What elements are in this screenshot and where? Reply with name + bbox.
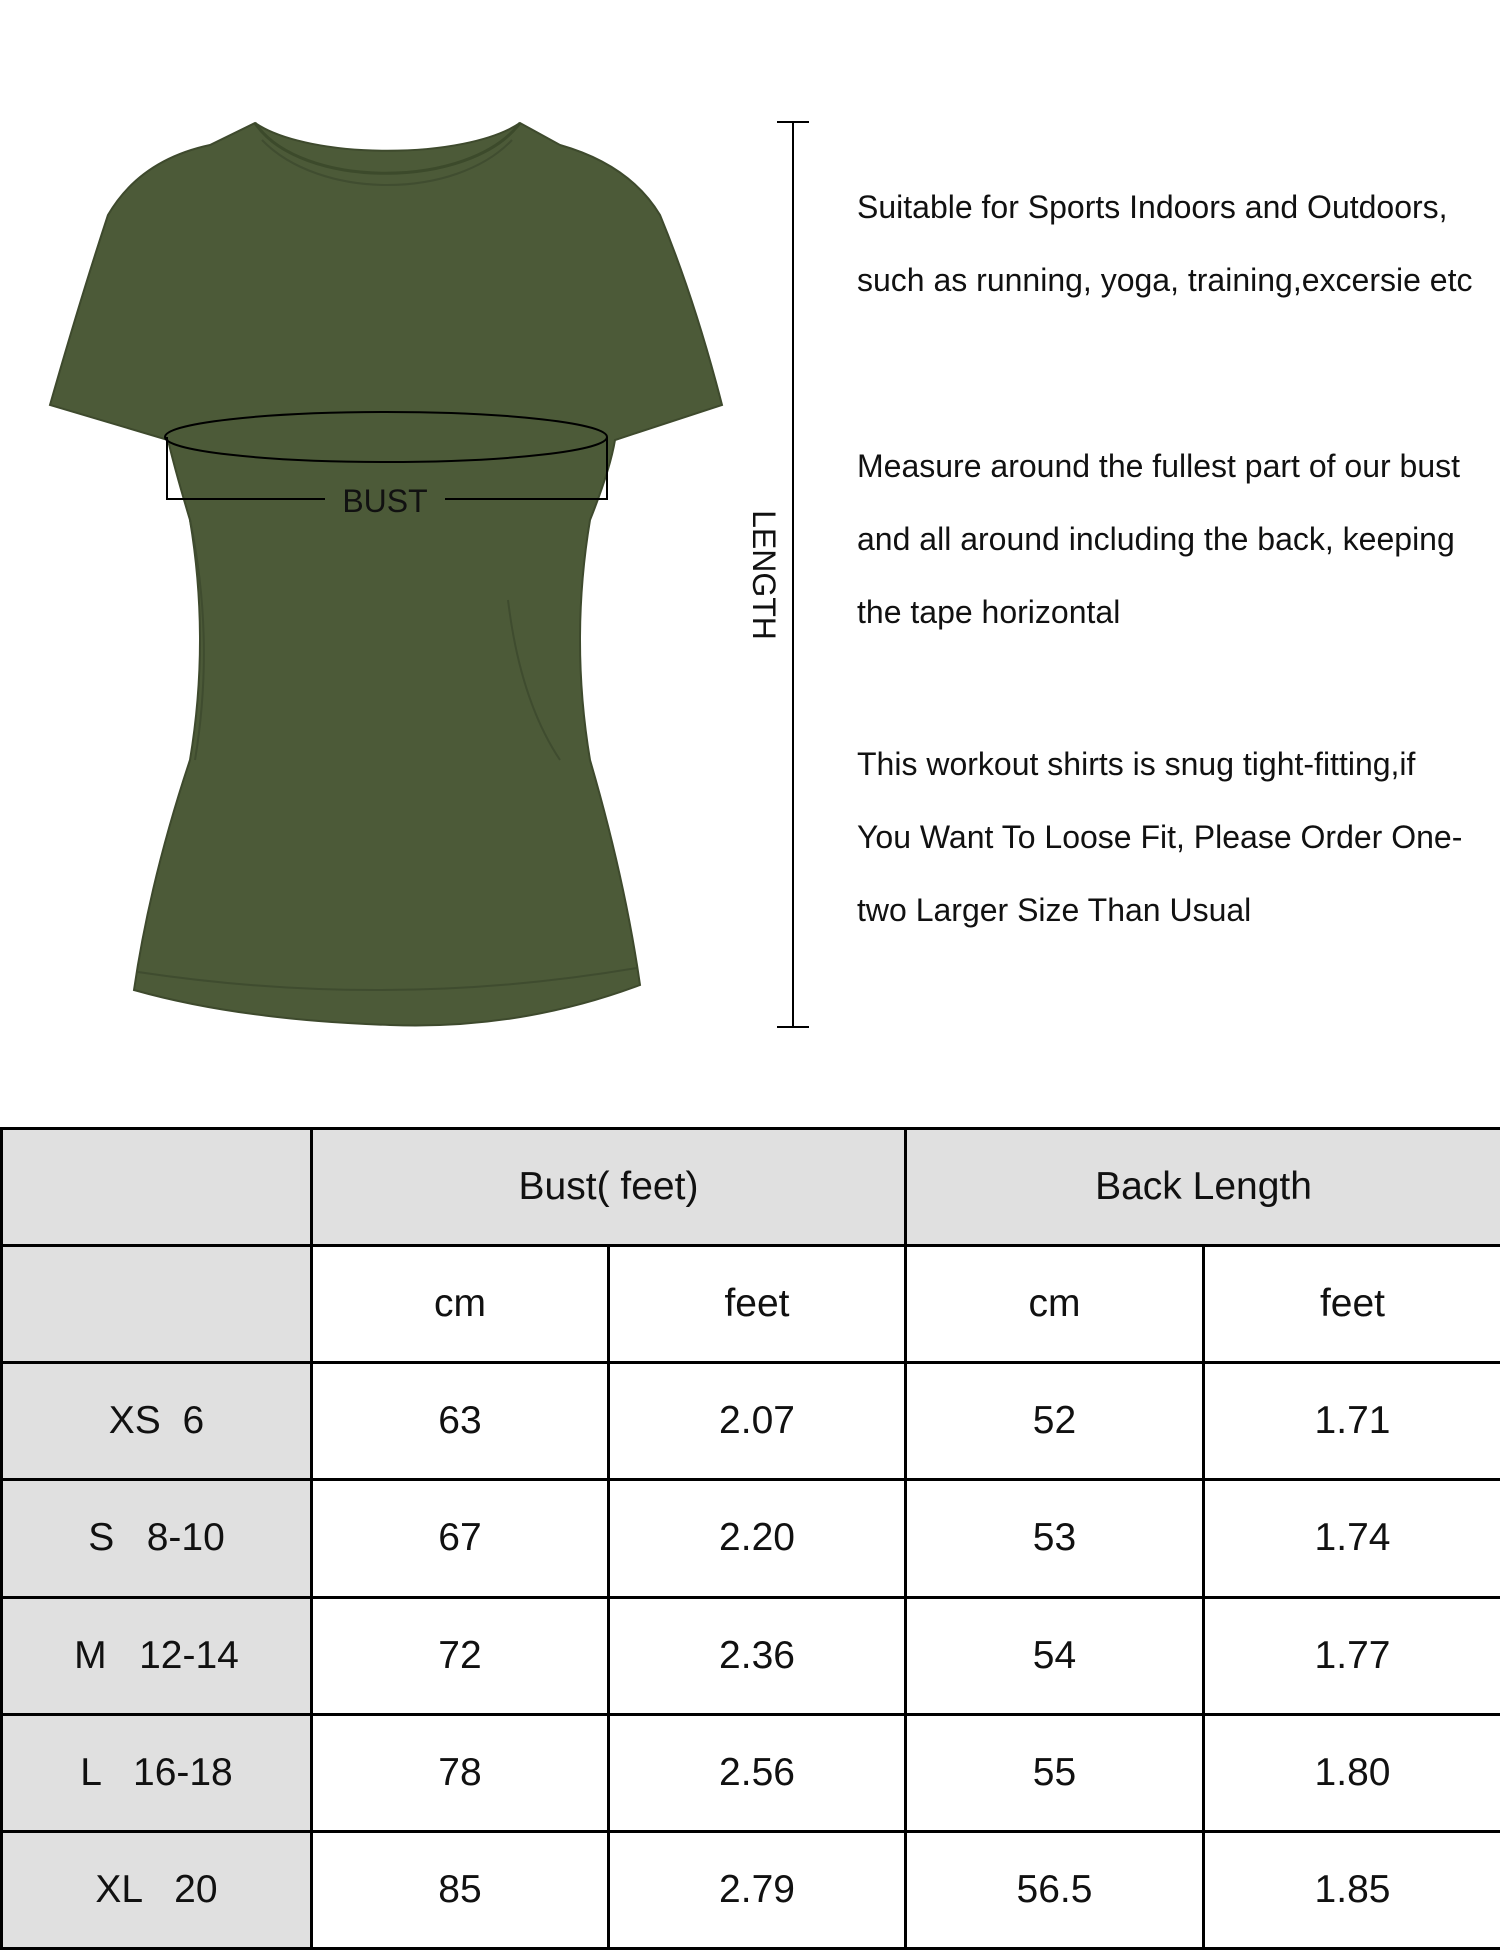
description-fit-advice: This workout shirts is snug tight-fitting,if You Want To Loose Fit, Please Order One-two Larger Size Than Usual (857, 746, 1463, 928)
length-feet-value: 1.74 (1204, 1480, 1500, 1597)
bust-cm-value: 63 (312, 1363, 609, 1480)
size-label: S 8-10 (2, 1480, 312, 1597)
length-feet-header: feet (1204, 1246, 1500, 1363)
size-label: XL 20 (2, 1831, 312, 1948)
size-label: L 16-18 (2, 1714, 312, 1831)
bust-feet-value: 2.56 (609, 1714, 906, 1831)
bust-cm-header: cm (312, 1246, 609, 1363)
length-feet-value: 1.71 (1204, 1363, 1500, 1480)
length-cm-value: 55 (906, 1714, 1204, 1831)
bust-cm-value: 67 (312, 1480, 609, 1597)
table-group-header-row (2, 1129, 1500, 1246)
bust-label: BUST (342, 483, 428, 519)
length-cm-value: 53 (906, 1480, 1204, 1597)
bust-feet-value: 2.36 (609, 1597, 906, 1714)
size-label: M 12-14 (2, 1597, 312, 1714)
table-corner-cell (2, 1129, 312, 1246)
bust-feet-value: 2.20 (609, 1480, 906, 1597)
tshirt-illustration (50, 123, 722, 1026)
length-cm-value: 52 (906, 1363, 1204, 1480)
description-sports-use: Suitable for Sports Indoors and Outdoors, such as running, yoga, training,excersie etc (857, 189, 1473, 298)
bust-cm-value: 72 (312, 1597, 609, 1714)
bust-feet-header: feet (609, 1246, 906, 1363)
table-row (2, 1363, 1500, 1480)
length-cm-value: 56.5 (906, 1831, 1204, 1948)
tshirt-body (50, 123, 722, 1026)
back-length-group-header: Back Length (906, 1129, 1500, 1246)
table-row (2, 1480, 1500, 1597)
table-row (2, 1831, 1500, 1948)
table-corner-cell (2, 1246, 312, 1363)
table-row (2, 1597, 1500, 1714)
bust-cm-value: 85 (312, 1831, 609, 1948)
size-label: XS 6 (2, 1363, 312, 1480)
bust-cm-value: 78 (312, 1714, 609, 1831)
length-cm-value: 54 (906, 1597, 1204, 1714)
bust-feet-value: 2.07 (609, 1363, 906, 1480)
length-label: LENGTH (746, 510, 782, 640)
length-cm-header: cm (906, 1246, 1204, 1363)
bust-group-header: Bust( feet) (312, 1129, 906, 1246)
length-feet-value: 1.85 (1204, 1831, 1500, 1948)
length-feet-value: 1.77 (1204, 1597, 1500, 1714)
length-measure-marker (746, 122, 809, 1027)
size-chart-table (0, 1127, 1500, 1950)
description-measure-instructions: Measure around the fullest part of our bust and all around including the back, keeping the tape horizontal (857, 448, 1461, 630)
table-unit-header-row (2, 1246, 1500, 1363)
table-row (2, 1714, 1500, 1831)
length-feet-value: 1.80 (1204, 1714, 1500, 1831)
bust-feet-value: 2.79 (609, 1831, 906, 1948)
